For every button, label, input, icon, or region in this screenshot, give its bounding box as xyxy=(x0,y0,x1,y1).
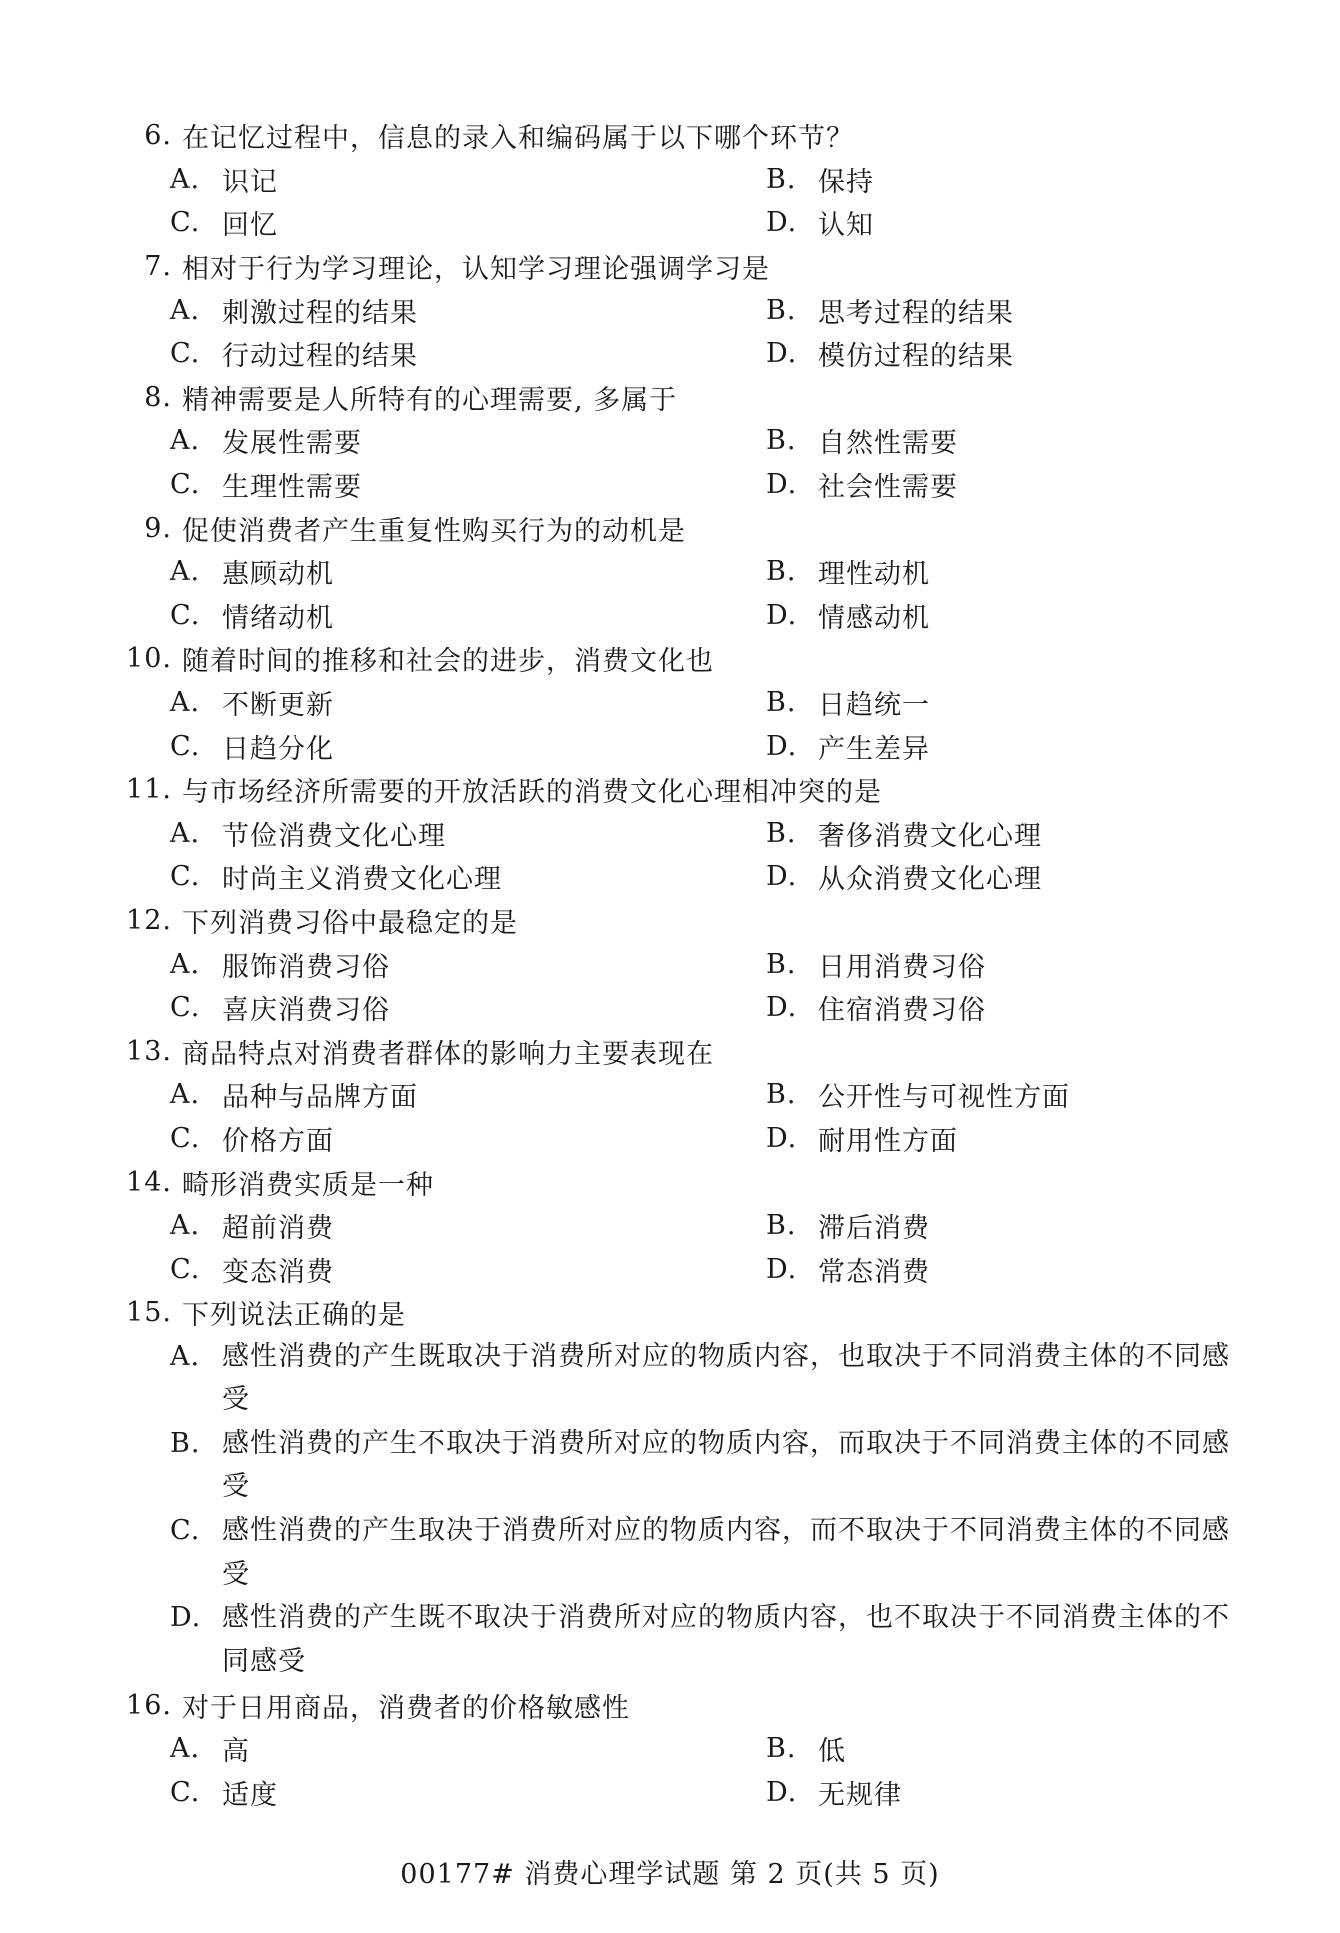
option-text: 服饰消费习俗 xyxy=(222,951,390,983)
option-item xyxy=(170,942,766,986)
option-text: 感性消费的产生既不取决于消费所对应的物质内容，也不取决于不同消费主体的不同感受 xyxy=(222,1602,1230,1677)
option-letter: D. xyxy=(766,992,798,1024)
option-item xyxy=(170,463,766,507)
option-item xyxy=(170,1204,766,1248)
option-text: 行动过程的结果 xyxy=(222,341,418,373)
option-letter: C. xyxy=(170,338,201,370)
option-item xyxy=(766,855,1216,899)
option-letter: A. xyxy=(170,687,201,719)
question-text: 促使消费者产生重复性购买行为的动机是 xyxy=(182,515,686,547)
option-text: 产生差异 xyxy=(818,733,930,765)
option-letter: B. xyxy=(766,556,797,588)
option-letter: A. xyxy=(170,425,201,457)
option-letter: C. xyxy=(170,1515,201,1546)
option-item xyxy=(766,419,1216,463)
option-item xyxy=(766,594,1216,638)
option-letter: C. xyxy=(170,599,201,631)
question-item xyxy=(110,1029,1250,1160)
question-stem xyxy=(110,1683,1250,1727)
option-text: 价格方面 xyxy=(222,1125,334,1157)
option-letter: C. xyxy=(170,1122,201,1154)
question-text: 畸形消费实质是一种 xyxy=(182,1169,434,1201)
option-text: 时尚主义消费文化心理 xyxy=(222,864,502,896)
option-item xyxy=(170,288,766,332)
question-stem xyxy=(110,768,1250,812)
option-letter: A. xyxy=(170,163,201,195)
option-letter: C. xyxy=(170,469,201,501)
option-text: 公开性与可视性方面 xyxy=(818,1082,1070,1114)
option-letter: D. xyxy=(766,861,798,893)
question-item xyxy=(110,506,1250,637)
question-stem xyxy=(110,245,1250,289)
option-letter: B. xyxy=(170,1427,201,1459)
option-text: 惠顾动机 xyxy=(222,559,334,591)
option-letter: A. xyxy=(170,294,201,326)
option-item xyxy=(170,812,766,856)
question-stem xyxy=(110,376,1250,420)
option-grid xyxy=(110,550,1250,637)
option-item xyxy=(766,288,1216,332)
option-item xyxy=(766,1771,1216,1815)
option-text: 超前消费 xyxy=(222,1213,334,1245)
option-item xyxy=(170,201,766,245)
question-text: 精神需要是人所特有的心理需要, 多属于 xyxy=(182,384,678,416)
option-text: 保持 xyxy=(818,166,874,198)
option-item xyxy=(170,332,766,376)
option-letter: B. xyxy=(766,163,797,195)
option-item xyxy=(170,1727,766,1771)
option-letter: C. xyxy=(170,992,201,1024)
option-item xyxy=(170,1422,1250,1509)
question-number: 15. xyxy=(126,1297,172,1329)
option-letter: D. xyxy=(766,469,798,501)
option-grid xyxy=(110,942,1250,1029)
option-item xyxy=(766,724,1216,768)
option-item xyxy=(766,812,1216,856)
option-text: 不断更新 xyxy=(222,690,334,722)
option-letter: D. xyxy=(766,207,798,239)
question-text: 下列说法正确的是 xyxy=(182,1300,406,1332)
question-text: 与市场经济所需要的开放活跃的消费文化心理相冲突的是 xyxy=(182,777,882,809)
option-text: 滞后消费 xyxy=(818,1213,930,1245)
option-text: 认知 xyxy=(818,210,874,242)
option-text: 耐用性方面 xyxy=(818,1125,958,1157)
option-grid xyxy=(110,288,1250,375)
option-item xyxy=(170,855,766,899)
option-grid xyxy=(110,1073,1250,1160)
option-letter: D. xyxy=(766,1776,798,1808)
option-text: 回忆 xyxy=(222,210,278,242)
question-stem xyxy=(110,1160,1250,1204)
option-item xyxy=(766,463,1216,507)
option-text: 自然性需要 xyxy=(818,428,958,460)
option-grid xyxy=(110,1204,1250,1291)
option-item xyxy=(170,1247,766,1291)
option-text: 日趋分化 xyxy=(222,733,334,765)
option-item xyxy=(766,942,1216,986)
option-grid xyxy=(110,812,1250,899)
question-number: 9. xyxy=(144,512,172,544)
question-text: 相对于行为学习理论，认知学习理论强调学习是 xyxy=(182,254,770,286)
option-text: 识记 xyxy=(222,166,278,198)
option-item xyxy=(170,681,766,725)
option-item xyxy=(766,201,1216,245)
option-letter: B. xyxy=(766,1079,797,1111)
option-item xyxy=(766,1727,1216,1771)
option-letter: A. xyxy=(170,817,201,849)
option-letter: D. xyxy=(766,599,798,631)
option-item xyxy=(766,1073,1216,1117)
option-item xyxy=(766,986,1216,1030)
question-stem xyxy=(110,506,1250,550)
option-text: 发展性需要 xyxy=(222,428,362,460)
option-text: 变态消费 xyxy=(222,1256,334,1288)
option-text: 生理性需要 xyxy=(222,472,362,504)
option-text: 日趋统一 xyxy=(818,690,930,722)
option-text: 从众消费文化心理 xyxy=(818,864,1042,896)
option-text: 感性消费的产生既取决于消费所对应的物质内容，也取决于不同消费主体的不同感受 xyxy=(222,1340,1230,1416)
option-text: 高 xyxy=(222,1736,250,1768)
question-item xyxy=(110,245,1250,376)
question-number: 6. xyxy=(144,120,172,152)
option-item xyxy=(766,550,1216,594)
option-letter: C. xyxy=(170,207,201,239)
option-letter: B. xyxy=(766,687,797,719)
option-grid xyxy=(110,419,1250,506)
option-text: 情感动机 xyxy=(818,602,930,634)
option-text: 适度 xyxy=(222,1779,278,1811)
option-text: 感性消费的产生不取决于消费所对应的物质内容，而取决于不同消费主体的不同感受 xyxy=(222,1427,1230,1503)
option-text: 理性动机 xyxy=(818,559,930,591)
question-item xyxy=(110,1291,1250,1683)
question-number: 11. xyxy=(126,774,172,806)
question-number: 16. xyxy=(126,1689,172,1721)
option-letter: C. xyxy=(170,1776,201,1808)
option-text: 感性消费的产生取决于消费所对应的物质内容，而不取决于不同消费主体的不同感受 xyxy=(222,1515,1230,1590)
option-item xyxy=(766,681,1216,725)
question-number: 12. xyxy=(126,904,172,936)
option-grid xyxy=(110,158,1250,245)
option-item xyxy=(170,1771,766,1815)
option-letter: D. xyxy=(766,1122,798,1154)
option-item xyxy=(766,158,1216,202)
question-item xyxy=(110,768,1250,899)
question-number: 13. xyxy=(126,1035,172,1067)
option-text: 喜庆消费习俗 xyxy=(222,995,390,1027)
option-text: 日用消费习俗 xyxy=(818,951,986,983)
page-footer: 00177# 消费心理学试题 第 2 页(共 5 页) xyxy=(400,1859,940,1890)
option-text: 无规律 xyxy=(818,1779,902,1811)
option-text: 常态消费 xyxy=(818,1256,930,1288)
option-item xyxy=(170,1596,1250,1683)
question-item xyxy=(110,637,1250,768)
question-stem xyxy=(110,1291,1250,1335)
option-item xyxy=(766,1204,1216,1248)
question-text: 随着时间的推移和社会的进步，消费文化也 xyxy=(182,646,714,678)
option-letter: C. xyxy=(170,861,201,893)
option-text: 情绪动机 xyxy=(222,602,334,634)
question-list xyxy=(110,114,1250,1814)
option-item xyxy=(766,1247,1216,1291)
question-number: 10. xyxy=(126,643,172,675)
question-item xyxy=(110,899,1250,1030)
option-text: 品种与品牌方面 xyxy=(222,1082,418,1114)
option-text: 社会性需要 xyxy=(818,472,958,504)
option-text: 刺激过程的结果 xyxy=(222,297,418,329)
option-text: 低 xyxy=(818,1736,846,1768)
option-item xyxy=(170,1117,766,1161)
option-letter: B. xyxy=(766,294,797,326)
option-letter: A. xyxy=(170,948,201,980)
question-item xyxy=(110,1683,1250,1814)
option-item xyxy=(170,1073,766,1117)
option-item xyxy=(170,550,766,594)
option-list xyxy=(110,1335,1250,1684)
option-letter: B. xyxy=(766,1733,797,1765)
question-stem xyxy=(110,637,1250,681)
option-item xyxy=(170,724,766,768)
question-text: 对于日用商品，消费者的价格敏感性 xyxy=(182,1692,630,1724)
question-stem xyxy=(110,1029,1250,1073)
option-item xyxy=(766,332,1216,376)
option-letter: B. xyxy=(766,817,797,849)
option-grid xyxy=(110,1727,1250,1814)
option-letter: B. xyxy=(766,425,797,457)
question-item xyxy=(110,114,1250,245)
option-item xyxy=(170,594,766,638)
question-stem xyxy=(110,899,1250,943)
question-item xyxy=(110,1160,1250,1291)
option-item xyxy=(170,986,766,1030)
option-letter: B. xyxy=(766,948,797,980)
question-stem xyxy=(110,114,1250,158)
option-letter: A. xyxy=(170,556,201,588)
question-text: 商品特点对消费者群体的影响力主要表现在 xyxy=(182,1038,714,1070)
option-letter: A. xyxy=(170,1210,201,1242)
option-item xyxy=(766,1117,1216,1161)
option-letter: D. xyxy=(766,1253,798,1285)
option-letter: D. xyxy=(766,730,798,762)
option-text: 思考过程的结果 xyxy=(818,297,1014,329)
option-grid xyxy=(110,681,1250,768)
question-text: 在记忆过程中，信息的录入和编码属于以下哪个环节？ xyxy=(182,123,854,155)
option-item xyxy=(170,419,766,463)
option-text: 节俭消费文化心理 xyxy=(222,820,446,852)
option-letter: D. xyxy=(766,338,798,370)
option-text: 住宿消费习俗 xyxy=(818,995,986,1027)
option-letter: A. xyxy=(170,1340,201,1372)
option-letter: A. xyxy=(170,1733,201,1765)
option-letter: D. xyxy=(170,1602,202,1634)
option-item xyxy=(170,1335,1250,1422)
option-letter: A. xyxy=(170,1079,201,1111)
question-text: 下列消费习俗中最稳定的是 xyxy=(182,907,518,939)
option-letter: C. xyxy=(170,1253,201,1285)
option-item xyxy=(170,1509,1250,1596)
option-text: 模仿过程的结果 xyxy=(818,341,1014,373)
question-item xyxy=(110,376,1250,507)
question-number: 14. xyxy=(126,1166,172,1198)
option-letter: B. xyxy=(766,1210,797,1242)
option-letter: C. xyxy=(170,730,201,762)
question-number: 8. xyxy=(144,381,172,413)
option-text: 奢侈消费文化心理 xyxy=(818,820,1042,852)
option-item xyxy=(170,158,766,202)
question-number: 7. xyxy=(144,251,172,283)
